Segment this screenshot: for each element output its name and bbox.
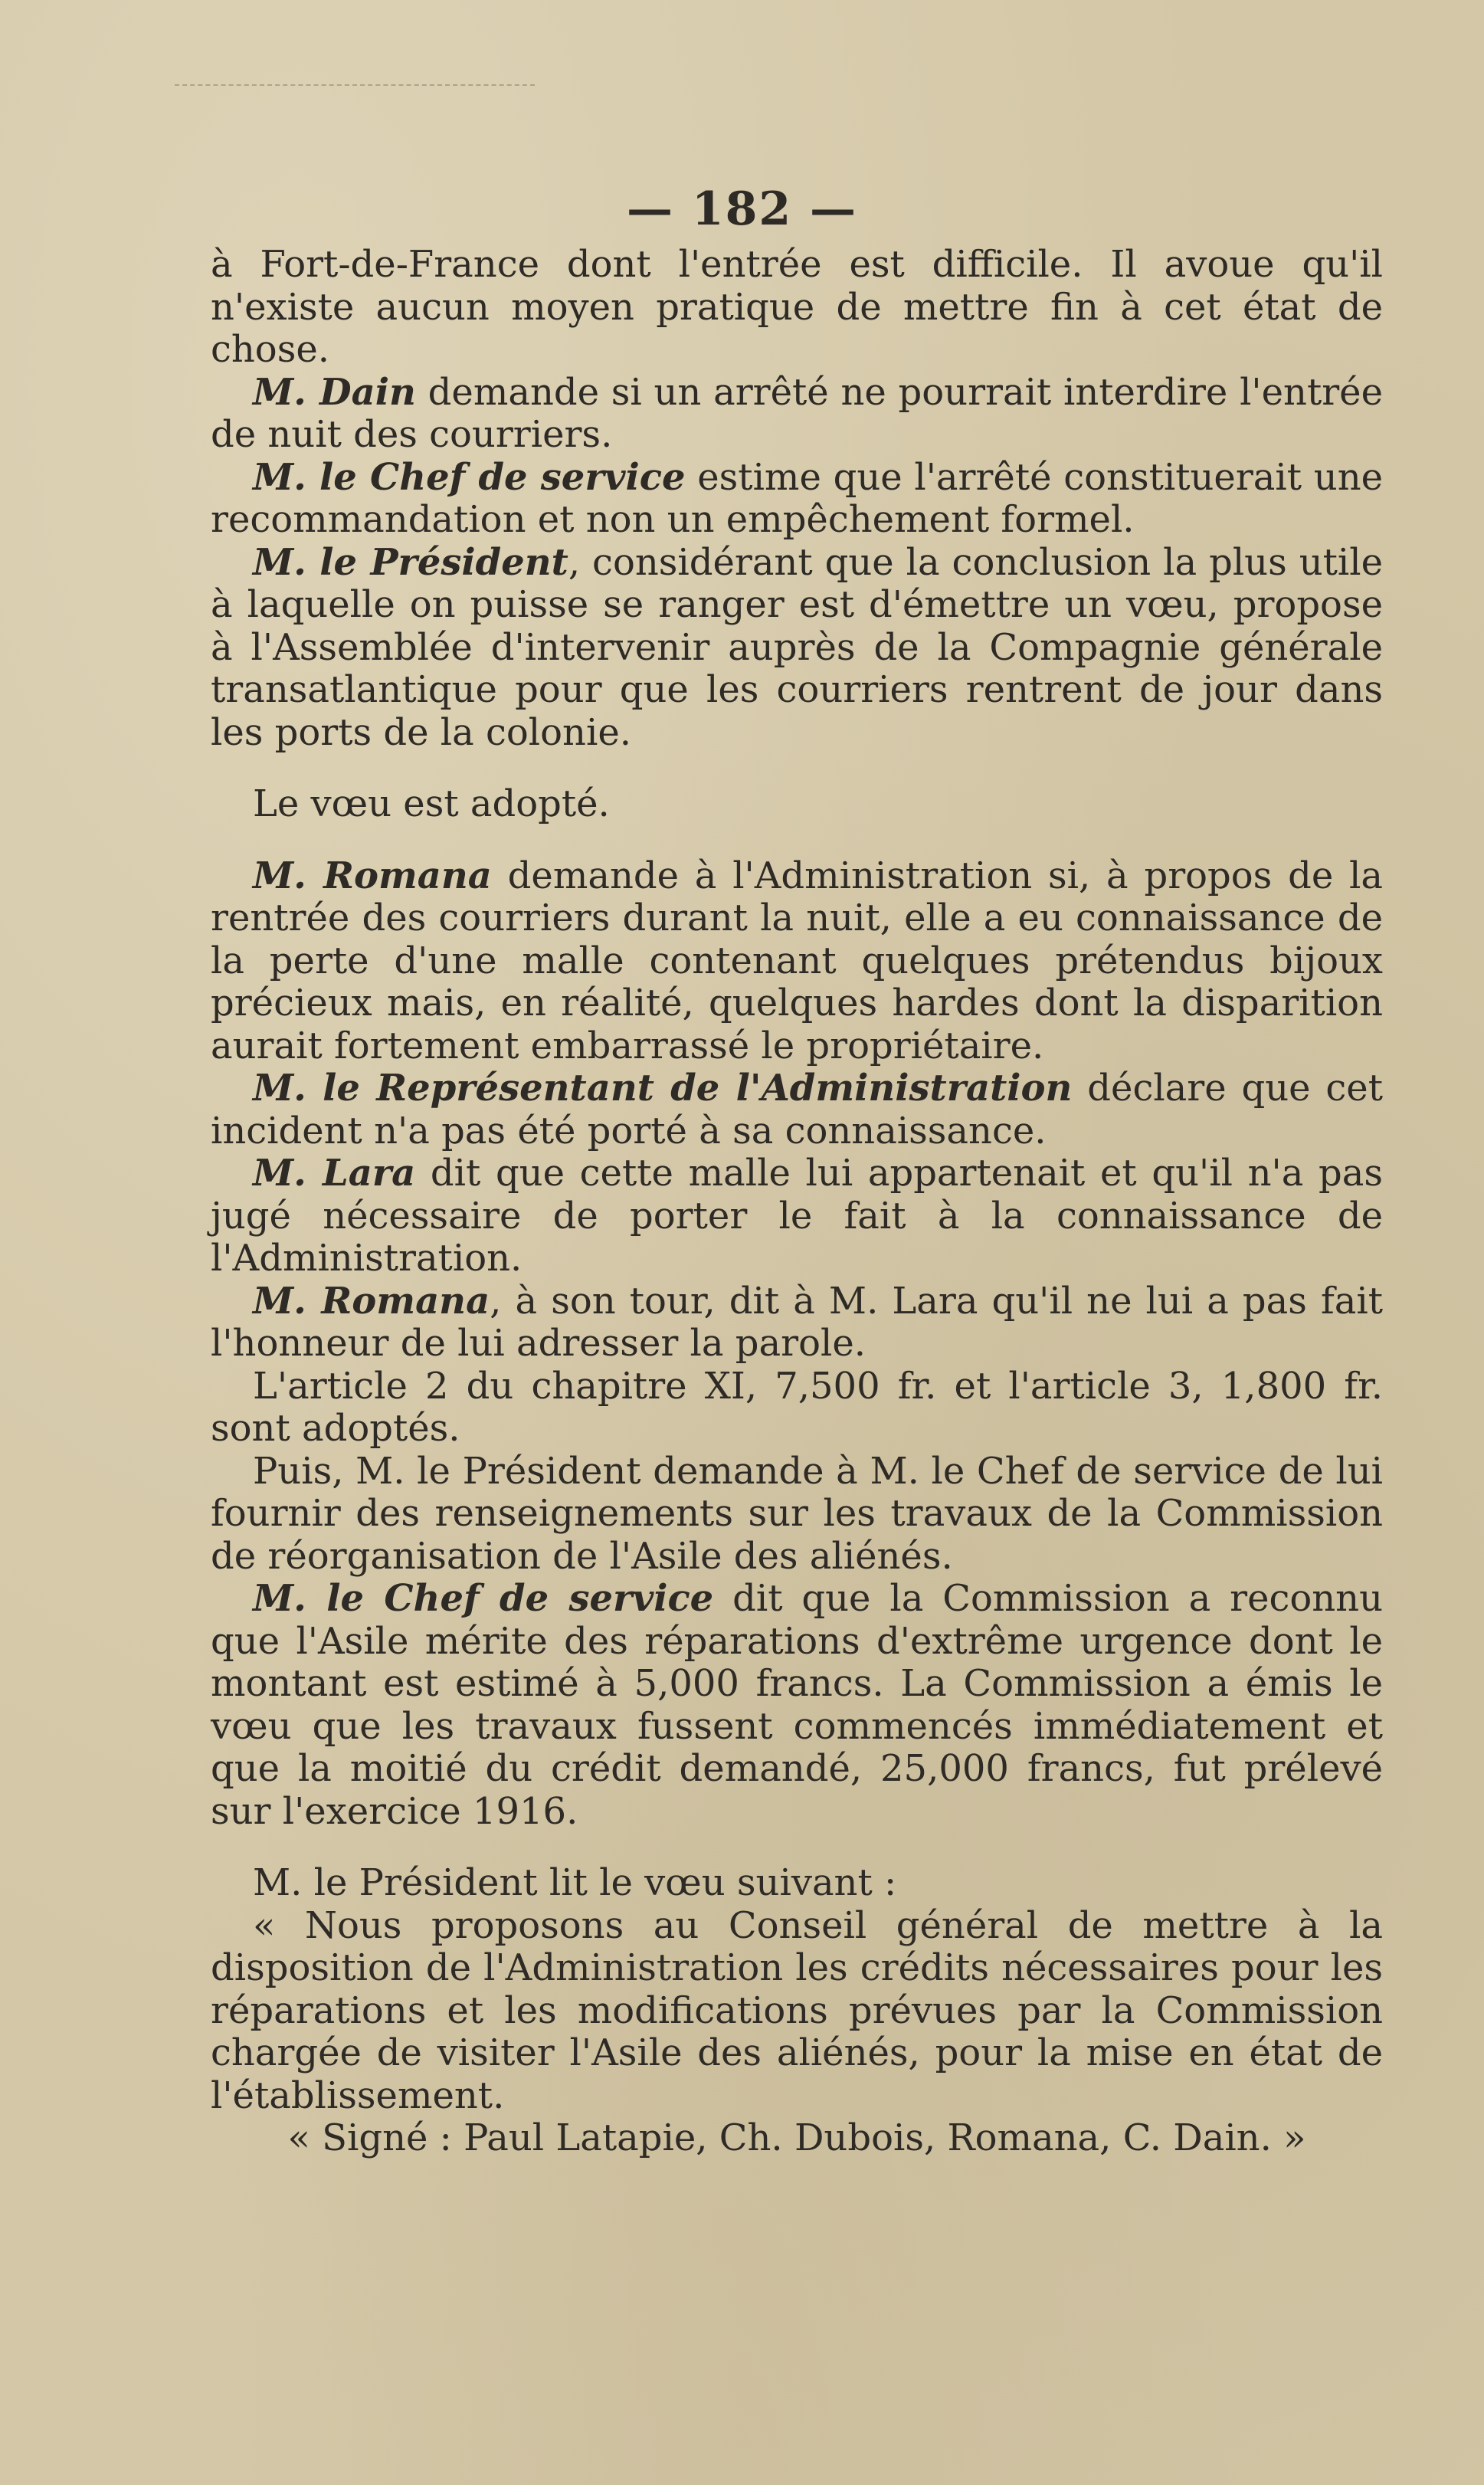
paragraph xyxy=(211,1451,1383,1579)
page-number: — 182 — xyxy=(626,182,858,236)
paragraph xyxy=(211,1862,1383,1905)
speaker: M. Dain xyxy=(253,370,416,414)
paragraph-text: Puis, M. le Président demande à M. le Chef de service de lui fournir des renseignements sur les travaux de la Commission de réorganisation de l'Asile des aliénés. xyxy=(211,1449,1383,1578)
paragraph-text: L'article 2 du chapitre XI, 7,500 fr. et l'article 3, 1,800 fr. sont adoptés. xyxy=(211,1364,1383,1450)
speaker: M. le Représentant de l'Administration xyxy=(253,1067,1073,1110)
paragraph xyxy=(211,457,1383,542)
paragraph xyxy=(211,1905,1383,2118)
paragraph-text: dit que cette malle lui appartenait et qu'il n'a pas jugé nécessaire de porter le fait à la connaissance de l'Administration. xyxy=(211,1152,1383,1280)
speaker: M. le Chef de service xyxy=(253,1577,714,1620)
paragraph xyxy=(211,1280,1383,1365)
paragraph xyxy=(211,1067,1383,1152)
paragraph xyxy=(211,542,1383,755)
paragraph-text: demande si un arrêté ne pourrait interdire l'entrée de nuit des courriers. xyxy=(211,370,1383,456)
paragraph-text: déclare que cet incident n'a pas été porté à sa connaissance. xyxy=(211,1067,1384,1152)
paragraph-text: , à son tour, dit à M. Lara qu'il ne lui a pas fait l'honneur de lui adresser la parole. xyxy=(211,1279,1383,1365)
paragraph-text: à Fort-de-France dont l'entrée est difficile. Il avoue qu'il n'existe aucun moyen pratique de mettre fin à cet état de chose. xyxy=(211,243,1383,371)
paragraph-text: demande à l'Administration si, à propos de la rentrée des courriers durant la nuit, elle a eu connaissance de la perte d'une malle contenant quelques prétendus bijoux précieux mais, en réalité, quelques hardes dont la disparition aurait fortement embarrassé le propriétaire. xyxy=(211,854,1383,1067)
paragraph-text: M. le Président lit le vœu suivant : xyxy=(253,1861,897,1904)
paragraph xyxy=(211,1578,1383,1833)
speaker: M. Lara xyxy=(253,1152,416,1195)
top-rule-divider xyxy=(175,84,535,86)
speaker: M. Romana xyxy=(253,1279,490,1323)
paragraph xyxy=(211,855,1383,1068)
signature-line: « Signé : Paul Latapie, Ch. Dubois, Romana, C. Dain. » xyxy=(287,2116,1306,2159)
paragraph-text: « Nous proposons au Conseil général de mettre à la disposition de l'Administration les crédits nécessaires pour les réparations et les modifications prévues par la Commission chargée de visiter l'Asile des aliénés, pour la mise en état de l'établissement. xyxy=(211,1903,1383,2117)
paragraph-text: estime que l'arrêté constituerait une recommandation et non un empêchement formel. xyxy=(211,455,1384,541)
paragraph xyxy=(211,1365,1383,1451)
paragraph-text: dit que la Commission a reconnu que l'Asile mérite des réparations d'extrême urgence dont le montant est estimé à 5,000 francs. La Commission a émis le vœu que les travaux fussent commencés immédiatement et que la moitié du crédit demandé, 25,000 francs, fut prélevé sur l'exercice 1916. xyxy=(211,1577,1384,1833)
paragraph-text: Le vœu est adopté. xyxy=(253,782,610,825)
speaker: M. Romana xyxy=(253,854,492,897)
paragraph xyxy=(211,783,1383,826)
body-text xyxy=(211,244,1383,2160)
paragraph-text: , considérant que la conclusion la plus utile à laquelle on puisse se ranger est d'émettre un vœu, propose à l'Assemblée d'intervenir auprès de la Compagnie générale transatlantique pour que les courriers rentrent de jour dans les ports de la colonie. xyxy=(211,540,1384,754)
speaker: M. le Président xyxy=(253,540,568,584)
paragraph xyxy=(211,372,1383,457)
paragraph xyxy=(211,1152,1383,1280)
speaker: M. le Chef de service xyxy=(253,455,686,499)
paragraph xyxy=(211,244,1383,372)
